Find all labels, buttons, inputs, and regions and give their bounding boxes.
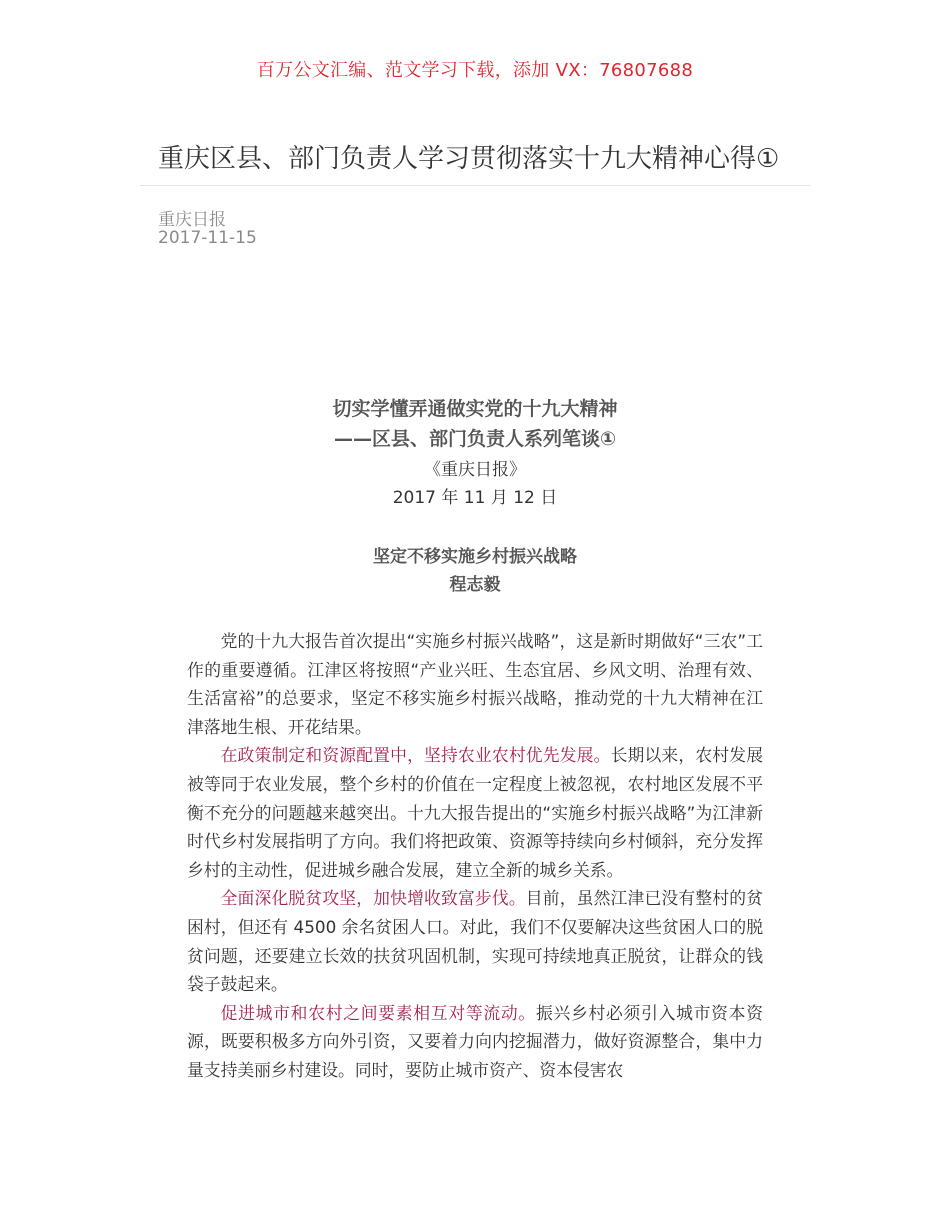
article-title: 坚定不移实施乡村振兴战略 [373,547,577,567]
paragraph-lead: 在政策制定和资源配置中，坚持农业农村优先发展。 [220,745,611,766]
paragraph [187,999,763,1085]
series-heading-line1: 切实学懂弄通做实党的十九大精神 [332,398,618,420]
article-body [187,627,763,1085]
series-heading [0,394,950,454]
series-heading-line2: ——区县、部门负责人系列笔谈① [333,428,617,450]
publication-info [0,456,950,512]
paragraph-lead: 全面深化脱贫攻坚，加快增收致富步伐。 [220,888,526,909]
title-divider [140,185,810,186]
source-label: 重庆日报 [158,210,226,230]
paragraph-text: 党的十九大报告首次提出“实施乡村振兴战略”，这是新时期做好“三农”工作的重要遵循。江津区将按照“产业兴旺、生态宜居、乡风文明、治理有效、生活富裕”的总要求，坚定不移实施乡村振兴战略，推动党的十九大精神在江津落地生根、开花结果。 [187,631,763,737]
promo-banner: 百万公文汇编、范文学习下载，添加 VX：76807688 [256,60,694,81]
publication-date: 2017 年 11 月 12 日 [392,488,558,508]
publish-date: 2017-11-15 [158,228,257,248]
paragraph-lead: 促进城市和农村之间要素相互对等流动。 [220,1002,536,1023]
publication-name: 《重庆日报》 [424,460,526,480]
paragraph [187,627,763,741]
paragraph-text: 目前，虽然江津已没有整村的贫困村，但还有 4500 余名贫困人口。对此，我们不仅要解决这些贫困人口的脱贫问题，还要建立长效的扶贫巩固机制，实现可持续地真正脱贫，让群众的钱袋子鼓起来。 [187,888,763,995]
paragraph-text: 振兴乡村必须引入城市资本资源，既要积极多方向外引资，又要着力向内挖掘潜力，做好资源整合，集中力量支持美丽乡村建设。同时，要防止城市资产、资本侵害农 [187,1002,763,1080]
paragraph [187,884,763,998]
page-title: 重庆区县、部门负责人学习贯彻落实十九大精神心得① [158,144,780,174]
paragraph-text: 长期以来，农村发展被等同于农业发展，整个乡村的价值在一定程度上被忽视，农村地区发展不平衡不充分的问题越来越突出。十九大报告提出的“实施乡村振兴战略”为江津新时代乡村发展指明了方向。我们将把政策、资源等持续向乡村倾斜，充分发挥乡村的主动性，促进城乡融合发展，建立全新的城乡关系。 [187,745,763,880]
article-author: 程志毅 [449,575,501,595]
article-heading [0,543,950,599]
paragraph [187,741,763,884]
